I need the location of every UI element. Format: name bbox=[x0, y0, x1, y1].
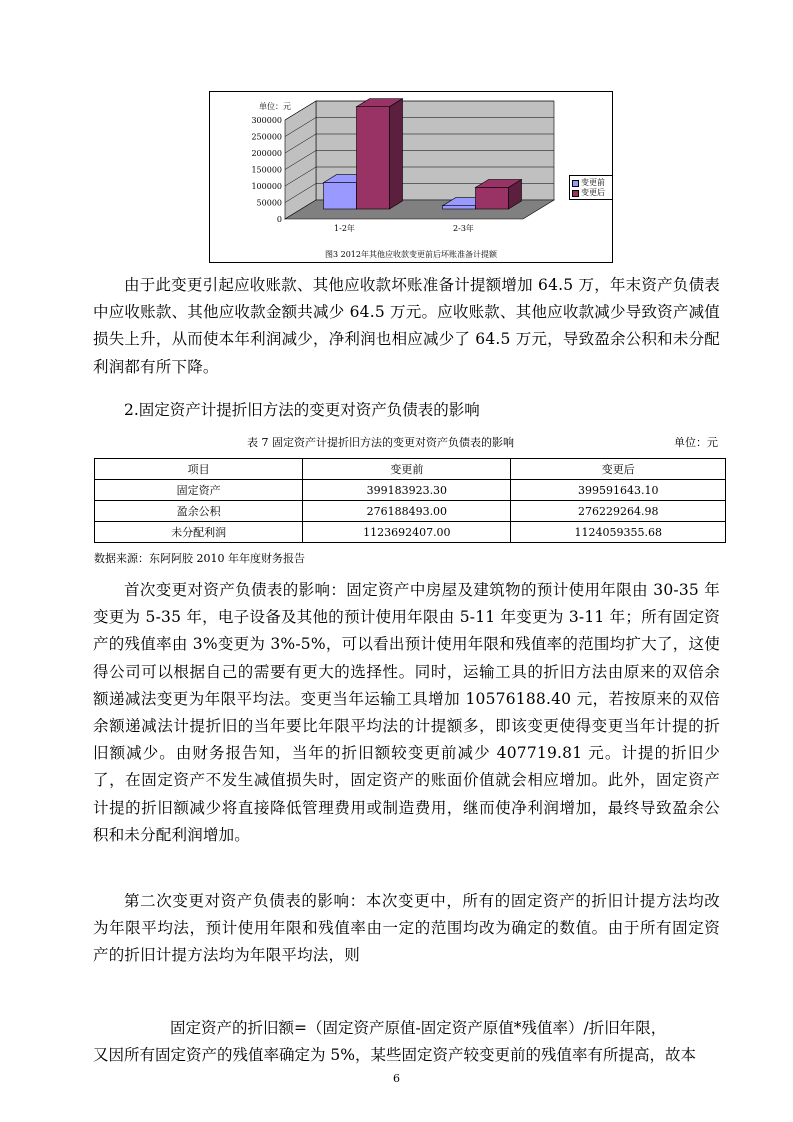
y-axis-unit-label: 单位：元 bbox=[259, 102, 291, 111]
paragraph-second-change: 第二次变更对资产负债表的影响：本次变更中，所有的固定资产的折旧计提方法均改为年限平均法，预计使用年限和残值率由一定的范围均改为确定的数值。由于所有固定资产的折旧计提方法均为年限平均法，则 bbox=[93, 892, 720, 965]
bar-after bbox=[357, 107, 390, 209]
y-tick-label: 200000 bbox=[251, 149, 282, 158]
y-tick-label: 250000 bbox=[251, 132, 282, 142]
y-tick-label: 0 bbox=[276, 215, 282, 224]
table-row bbox=[95, 501, 726, 522]
table-cell: 1124059355.68 bbox=[511, 522, 726, 543]
bar-after bbox=[476, 188, 509, 209]
table-header-after: 变更后 bbox=[511, 459, 726, 480]
table-cell: 未分配利润 bbox=[95, 522, 303, 543]
bar-before bbox=[443, 206, 476, 209]
table-unit: 单位：元 bbox=[674, 436, 718, 449]
bar-side-face bbox=[390, 99, 403, 209]
table-cell: 399183923.30 bbox=[303, 480, 511, 501]
y-tick-label: 100000 bbox=[251, 182, 282, 191]
chart-legend bbox=[569, 175, 613, 200]
paragraph-first-change: 首次变更对资产负债表的影响：固定资产中房屋及建筑物的预计使用年限由 30-35 年变更为 5-35 年，电子设备及其他的预计使用年限由 5-11 年变更为 3-11 年；所有固定资产的残值率由 3%变更为 3%-5%，可以看出预计使用年限和残值率的范围均扩大了，这使得公司可以根据自己的需要有更大的选择性。同时，运输工具的折旧方法由原来的双倍余额递减法变更为年限平均法。变更当年运输工具增加 10576188.40 元，若按原来的双倍余额递减法计提折旧的当年要比年限平均法的计提额多，即该变更使得变更当年计提的折旧额减少。由财务报告知，当年的折旧额较变更前减少 407719.81 元。计提的折旧少了，在固定资产不发生减值损失时，固定资产的账面价值就会相应增加。此外，固定资产计提的折旧额减少将直接降低管理费用或制造费用，继而使净利润增加，最终导致盈余公积和未分配利润增加。 bbox=[93, 581, 720, 844]
table-header-before: 变更前 bbox=[303, 459, 511, 480]
table-header-row bbox=[95, 459, 726, 480]
x-category-label: 1-2年 bbox=[334, 224, 355, 233]
section-heading: 2.固定资产计提折旧方法的变更对资产负债表的影响 bbox=[124, 401, 480, 419]
paragraph-bad-debt-impact: 由于此变更引起应收账款、其他应收款坏账准备计提额增加 64.5 万，年末资产负债表中应收账款、其他应收款金额共减少 64.5 万元。应收账款、其他应收款减少导致资产减值损失上升，从而使本年利润减少，净利润也相应减少了 64.5 万元，导致盈余公积和未分配利润都有所下降。 bbox=[93, 276, 720, 376]
table-cell: 276188493.00 bbox=[303, 501, 511, 522]
bar-chart-figure bbox=[209, 91, 613, 263]
table-header-item: 项目 bbox=[95, 459, 303, 480]
y-tick-label: 300000 bbox=[251, 116, 282, 125]
page-number: 6 bbox=[393, 1072, 400, 1085]
table-cell: 固定资产 bbox=[95, 480, 303, 501]
table-cell: 276229264.98 bbox=[511, 501, 726, 522]
legend-swatch-before bbox=[572, 180, 579, 187]
data-table bbox=[94, 458, 726, 543]
y-tick-label: 50000 bbox=[256, 198, 282, 208]
bar-before bbox=[324, 183, 357, 209]
y-tick-label: 150000 bbox=[251, 165, 282, 175]
legend-label-after: 变更后 bbox=[581, 188, 605, 197]
legend-swatch-after bbox=[572, 190, 579, 197]
legend-label-before: 变更前 bbox=[581, 178, 605, 187]
legend-item-before bbox=[572, 178, 610, 188]
table-cell: 盈余公积 bbox=[95, 501, 303, 522]
depreciation-formula: 固定资产的折旧额=（固定资产原值-固定资产原值*残值率）/折旧年限， bbox=[170, 1019, 667, 1037]
x-category-label: 2-3年 bbox=[453, 224, 474, 233]
legend-item-after bbox=[572, 188, 610, 198]
paragraph-continuation: 又因所有固定资产的残值率确定为 5%，某些固定资产较变更前的残值率有所提高，故本 bbox=[93, 1046, 697, 1064]
data-source-note: 数据来源：东阿阿胶 2010 年年度财务报告 bbox=[94, 552, 305, 565]
bar-chart bbox=[210, 92, 612, 262]
table-title: 表 7 固定资产计提折旧方法的变更对资产负债表的影响 bbox=[247, 436, 514, 449]
table-cell: 399591643.10 bbox=[511, 480, 726, 501]
table-cell: 1123692407.00 bbox=[303, 522, 511, 543]
figure-caption: 图3 2012年其他应收款变更前后坏账准备计提额 bbox=[325, 250, 497, 259]
table-row bbox=[95, 522, 726, 543]
table-row bbox=[95, 480, 726, 501]
